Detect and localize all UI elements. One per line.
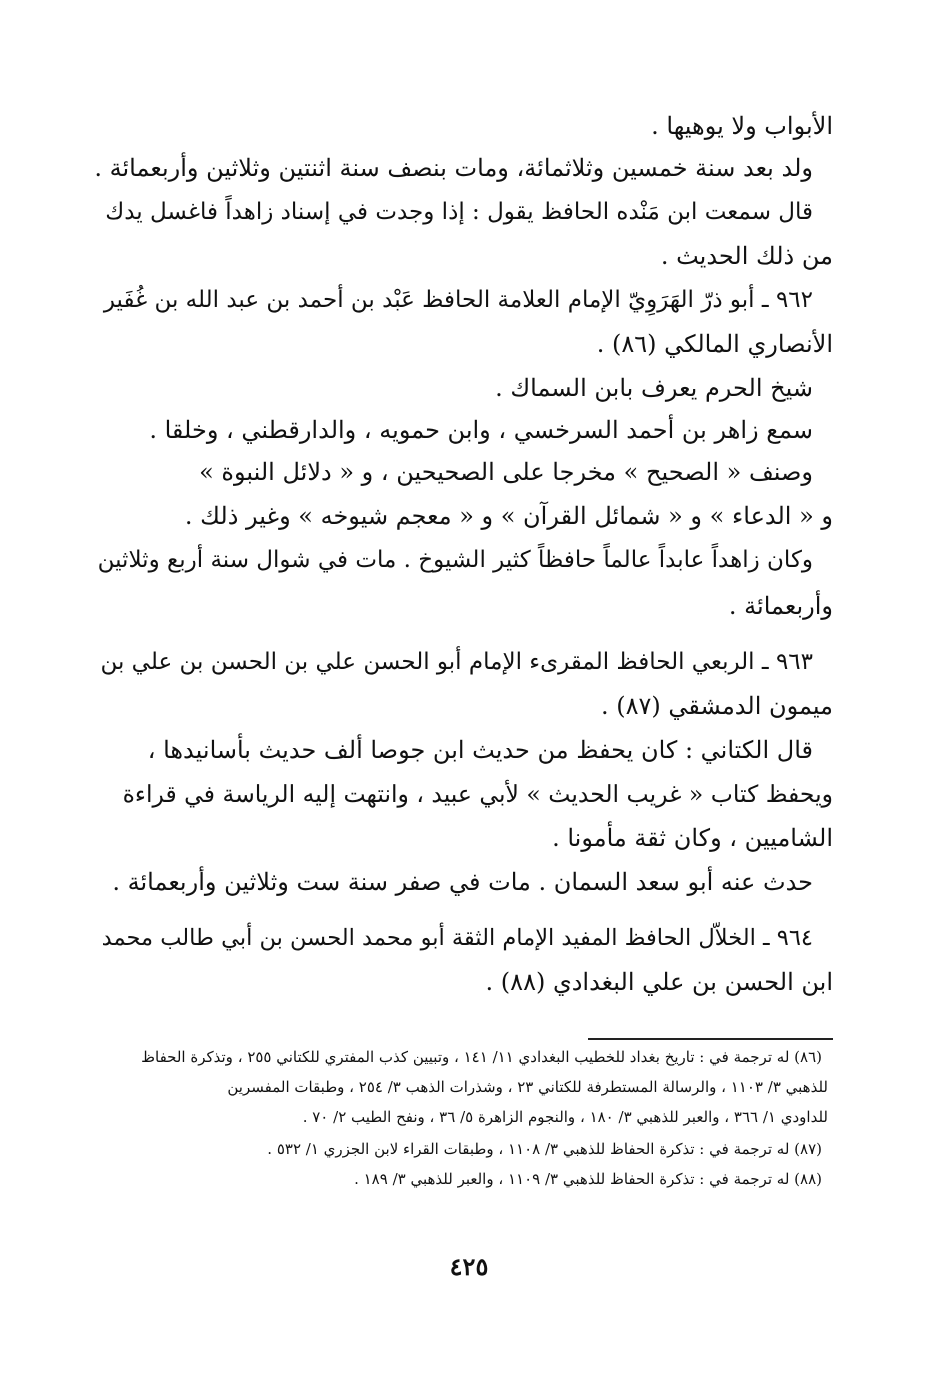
text-line: وكان زاهداً عابداً عالماً حافظاً كثير الشيوخ . مات في شوال سنة أربع وثلاثين bbox=[97, 547, 813, 573]
text-line: الأبواب ولا يوهيها . bbox=[651, 112, 833, 140]
entry-heading-963: ٩٦٣ ـ الربعي الحافظ المقرىء الإمام أبو الحسن علي بن الحسن بن علي بن bbox=[100, 649, 813, 675]
text-line: حدث عنه أبو سعد السمان . مات في صفر سنة ست وثلاثين وأربعمائة . bbox=[112, 868, 813, 896]
footnote-separator bbox=[588, 1038, 833, 1040]
text-line: من ذلك الحديث . bbox=[660, 242, 833, 270]
footnote-line: للذهبي ٣/ ١١٠٣ ، والرسالة المستطرفة للكتاني ٢٣ ، وشذرات الذهب ٣/ ٢٥٤ ، وطبقات المفسرين bbox=[227, 1078, 828, 1096]
text-line: ميمون الدمشقي (٨٧) . bbox=[600, 692, 833, 720]
text-line: سمع زاهر بن أحمد السرخسي ، وابن حمويه ، والدارقطني ، وخلقا . bbox=[149, 416, 813, 444]
text-line: و « الدعاء » و « شمائل القرآن » و « معجم شيوخه » وغير ذلك . bbox=[184, 502, 833, 530]
footnote-88: (٨٨) له ترجمة في : تذكرة الحفاظ للذهبي ٣/ ١١٠٩ ، والعبر للذهبي ٣/ ١٨٩ . bbox=[354, 1170, 822, 1188]
text-line: قال سمعت ابن مَنْده الحافظ يقول : إذا وجدت في إسناد زاهداً فاغسل يدك bbox=[105, 199, 813, 225]
text-line: ويحفظ كتاب « غريب الحديث » لأبي عبيد ، وانتهت إليه الرياسة في قراءة bbox=[122, 780, 833, 808]
text-line: وأربعمائة . bbox=[728, 592, 833, 620]
footnote-line: للداودي ١/ ٣٦٦ ، والعبر للذهبي ٣/ ١٨٠ ، والنجوم الزاهرة ٥/ ٣٦ ، ونفح الطيب ٢/ ٧٠ . bbox=[302, 1108, 828, 1126]
footnote-87: (٨٧) له ترجمة في : تذكرة الحفاظ للذهبي ٣/ ١١٠٨ ، وطبقات القراء لابن الجزري ١/ ٥٣٢ . bbox=[267, 1140, 822, 1158]
text-line: شيخ الحرم يعرف بابن السماك . bbox=[495, 374, 813, 402]
text-line: الشاميين ، وكان ثقة مأمونا . bbox=[552, 824, 833, 852]
text-line: الأنصاري المالكي (٨٦) . bbox=[596, 330, 833, 358]
text-line: ابن الحسن بن علي البغدادي (٨٨) . bbox=[485, 968, 833, 996]
footnote-86: (٨٦) له ترجمة في : تاريخ بغداد للخطيب البغدادي ١١/ ١٤١ ، وتبيين كذب المفتري للكتاني ٢٥٥ ، وتذكرة الحفاظ bbox=[141, 1048, 822, 1066]
page-number: ٤٢٥ bbox=[449, 1252, 489, 1281]
entry-heading-964: ٩٦٤ ـ الخلاّل الحافظ المفيد الإمام الثقة أبو محمد الحسن بن أبي طالب محمد bbox=[101, 925, 813, 951]
text-line: وصنف « الصحيح » مخرجا على الصحيحين ، و « دلائل النبوة » bbox=[199, 458, 813, 486]
text-line: ولد بعد سنة خمسين وثلاثمائة، ومات بنصف سنة اثنتين وثلاثين وأربعمائة . bbox=[94, 154, 813, 182]
entry-heading-962: ٩٦٢ ـ أبو ذرّ الهَرَوِيّ الإمام العلامة الحافظ عَبْد بن أحمد بن عبد الله بن غُفَير bbox=[103, 287, 813, 313]
text-line: قال الكتاني : كان يحفظ من حديث ابن جوصا ألف حديث بأسانيدها ، bbox=[147, 736, 813, 764]
